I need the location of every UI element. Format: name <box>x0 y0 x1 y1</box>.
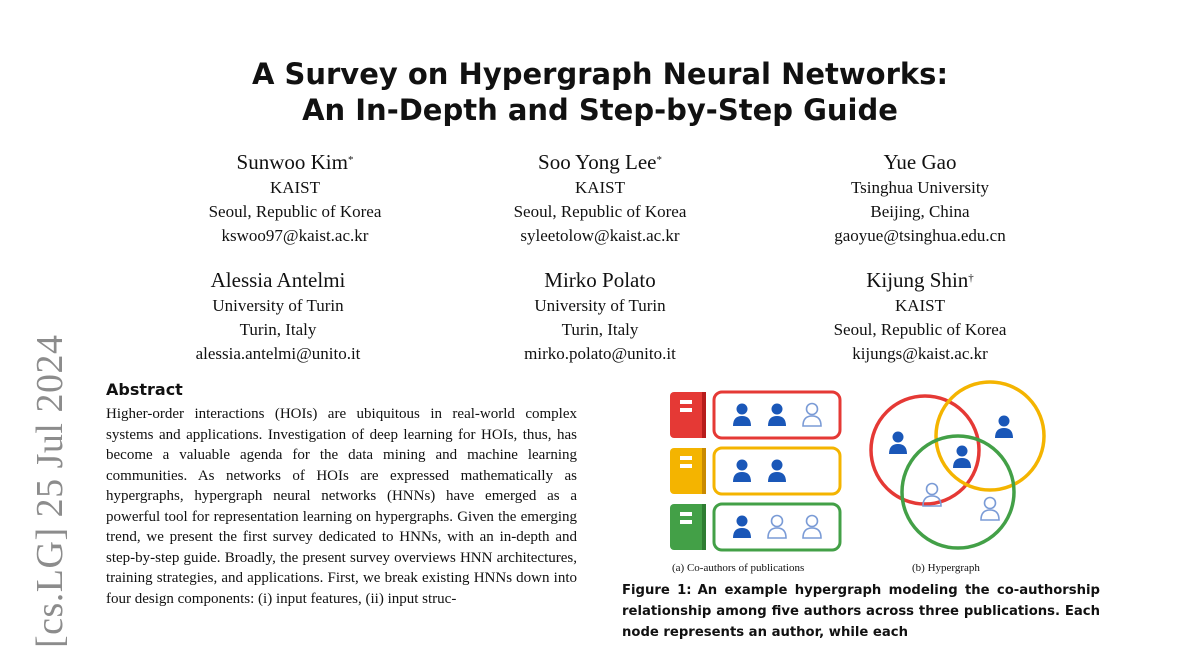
author-location: Seoul, Republic of Korea <box>513 202 687 221</box>
figure-1 <box>620 380 1100 580</box>
author-email[interactable]: syleetolow@kaist.ac.kr <box>520 226 680 245</box>
author-email[interactable]: kswoo97@kaist.ac.kr <box>221 226 369 245</box>
subcaption-a: (a) Co-authors of publications <box>672 562 805 574</box>
arxiv-stamp <box>22 330 72 648</box>
person-icon <box>733 404 751 427</box>
book-icon-green <box>670 504 706 550</box>
publication-box-yellow <box>714 448 840 494</box>
node-icon-outline <box>981 498 999 521</box>
node-icon <box>889 432 907 455</box>
arxiv-stamp-text: [cs.LG] 25 Jul 2024 <box>29 334 71 648</box>
author-name: Sunwoo Kim <box>236 150 348 174</box>
author-affiliation: KAIST <box>894 296 946 315</box>
author-block <box>450 148 750 248</box>
author-name: Kijung Shin <box>866 268 969 292</box>
author-block <box>770 266 1070 366</box>
person-icon <box>733 516 751 539</box>
figure-graphic <box>620 380 1100 580</box>
figure-caption-text: An example hypergraph modeling the co-authorship relationship among five authors across three publications. Each node represents an author, while each <box>622 583 1100 640</box>
author-affiliation: University of Turin <box>534 296 666 315</box>
author-block <box>128 266 428 366</box>
author-mark: † <box>968 272 974 284</box>
author-email[interactable]: kijungs@kaist.ac.kr <box>852 344 988 363</box>
person-icon <box>768 404 786 427</box>
title-line-2: An In-Depth and Step-by-Step Guide <box>302 93 898 127</box>
title-line-1: A Survey on Hypergraph Neural Networks: <box>251 57 949 91</box>
author-location: Seoul, Republic of Korea <box>208 202 382 221</box>
paper-title <box>0 56 1200 128</box>
subcaption-b: (b) Hypergraph <box>912 562 980 574</box>
author-affiliation: KAIST <box>269 178 321 197</box>
author-affiliation: KAIST <box>574 178 626 197</box>
person-icon <box>733 460 751 483</box>
author-email[interactable]: alessia.antelmi@unito.it <box>195 344 361 363</box>
author-location: Turin, Italy <box>239 320 317 339</box>
book-icon-yellow <box>670 448 706 494</box>
figure-caption-label: Figure 1: <box>622 583 692 598</box>
author-location: Seoul, Republic of Korea <box>833 320 1007 339</box>
abstract-heading: Abstract <box>106 380 183 399</box>
node-icon <box>995 416 1013 439</box>
author-name: Yue Gao <box>883 150 957 174</box>
author-mark: * <box>656 154 662 166</box>
abstract-text: Higher-order interactions (HOIs) are ubiquitous in real-world complex systems and applications. Investigation of deep learning for HOIs, thus, has become a valuable agenda for the data mining and machine learning communities. As networks of HOIs are expressed mathematically as hypergraphs, hypergraph neural networks (HNNs) have emerged as a powerful tool for representation learning on hypergraphs. Given the emerging trend, we present the first survey dedicated to HNNs, with an in-depth and step-by-step guide. Broadly, the present survey overviews HNN architectures, training strategies, and applications. First, we break existing HNNs down into four design components: (i) input features, (ii) input struc- <box>106 406 577 607</box>
author-mark: * <box>347 154 354 166</box>
person-icon <box>768 460 786 483</box>
book-icon-red <box>670 392 706 438</box>
author-affiliation: University of Turin <box>212 296 344 315</box>
person-icon-outline <box>803 516 821 539</box>
author-email[interactable]: gaoyue@tsinghua.edu.cn <box>834 226 1006 245</box>
author-block <box>145 148 445 248</box>
author-name: Alessia Antelmi <box>210 268 346 292</box>
figure-caption <box>622 580 1100 643</box>
author-affiliation: Tsinghua University <box>850 178 990 197</box>
author-location: Turin, Italy <box>561 320 639 339</box>
author-name: Soo Yong Lee <box>538 150 657 174</box>
publication-box-red <box>714 392 840 438</box>
author-email[interactable]: mirko.polato@unito.it <box>524 344 676 363</box>
author-block <box>450 266 750 366</box>
person-icon-outline <box>803 404 821 427</box>
node-icon <box>953 446 971 469</box>
person-icon-outline <box>768 516 786 539</box>
author-location: Beijing, China <box>870 202 970 221</box>
author-name: Mirko Polato <box>544 268 656 292</box>
author-block <box>770 148 1070 248</box>
